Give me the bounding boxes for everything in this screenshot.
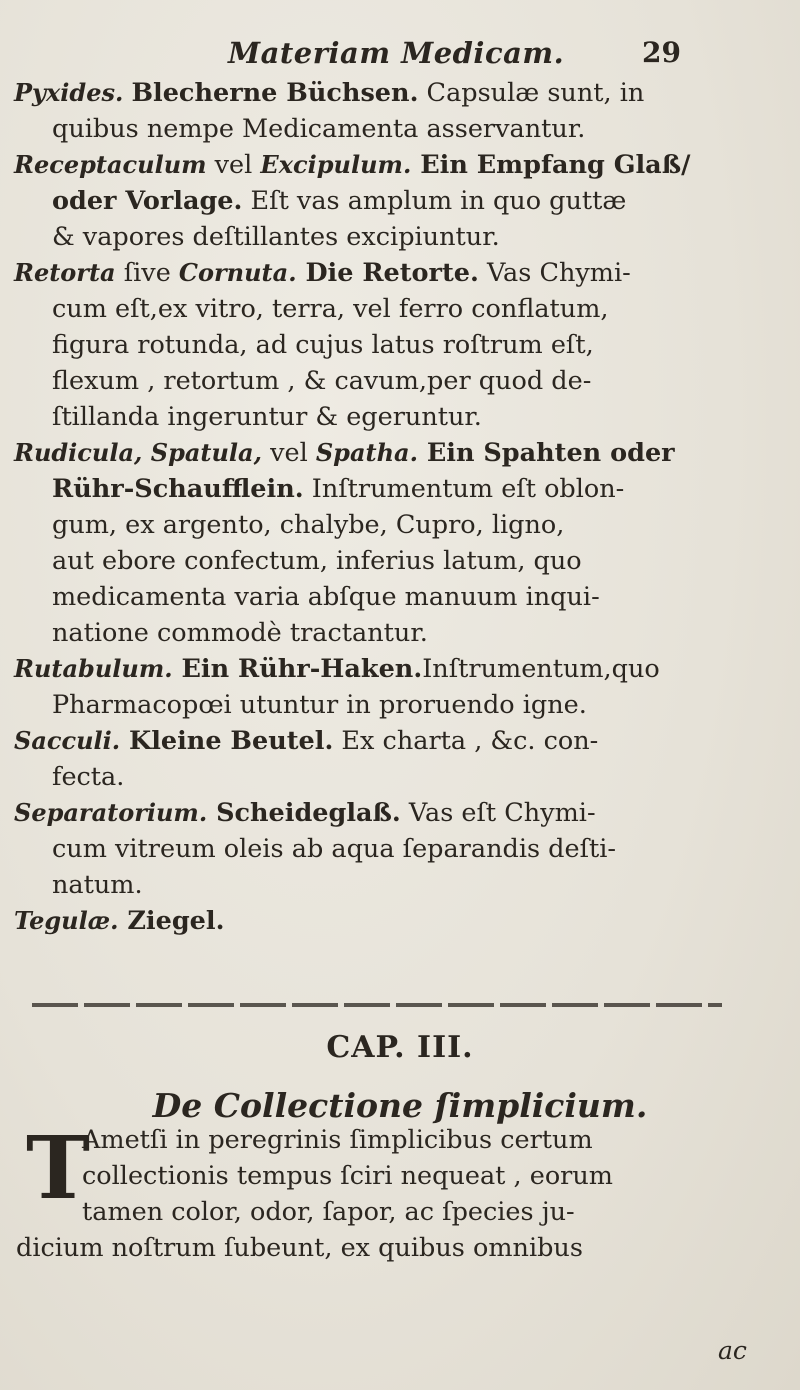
entry-line (0, 759, 800, 795)
entry-text: fecta. (52, 762, 125, 792)
entry-german: Ein Rühr-Haken. (172, 654, 423, 684)
entry-text: ſtillanda ingeruntur & egeruntur. (52, 402, 482, 432)
entry-rutabulum (0, 651, 800, 723)
page-number: 29 (642, 36, 681, 69)
entry-line (0, 615, 800, 651)
entry-text: figura rotunda, ad cujus latus roſtrum eſt, (52, 330, 594, 360)
entry-term: Rutabulum. (14, 654, 173, 683)
entry-term: Sacculi. (14, 726, 121, 755)
entry-text: natione commodè tractantur. (52, 618, 428, 648)
entry-line (0, 435, 800, 471)
entry-line (0, 219, 800, 255)
entry-term: Rudicula, Spatula, (14, 438, 262, 467)
entry-text: vel (206, 150, 261, 180)
entry-line (0, 111, 800, 147)
entry-term: Receptaculum (14, 150, 207, 179)
entry-line (0, 183, 800, 219)
entry-text: medicamenta varia abſque manuum inqui- (52, 582, 600, 612)
paragraph-line: dicium noſtrum ſubeunt, ex quibus omnibus (16, 1233, 583, 1263)
entry-receptaculum (0, 147, 800, 255)
entry-text: Inſtrumentum eſt oblon- (303, 474, 625, 504)
entry-line (0, 291, 800, 327)
chapter-heading: CAP. III. (326, 1030, 474, 1065)
entry-line (0, 75, 800, 111)
entry-text: Capsulæ sunt, in (418, 78, 645, 108)
paragraph-line: tamen color, odor, ſapor, ac ſpecies ju- (82, 1197, 575, 1227)
entry-term: Excipulum. (260, 150, 412, 179)
entry-text: flexum , retortum , & cavum,per quod de- (52, 366, 592, 396)
entry-line (0, 399, 800, 435)
entry-text: natum. (52, 870, 143, 900)
entry-rudicula (0, 435, 800, 651)
entry-text: Eſt vas amplum in quo guttæ (242, 186, 627, 216)
entry-line (0, 651, 800, 687)
entry-text: gum, ex argento, chalybe, Cupro, ligno, (52, 510, 565, 540)
entry-term: Retorta (14, 258, 116, 287)
entry-german: Ziegel. (118, 906, 225, 936)
glossary-entries (0, 75, 800, 939)
entry-text: & vapores deſtillantes excipiuntur. (52, 222, 500, 252)
entry-retorta (0, 255, 800, 435)
entry-line (0, 687, 800, 723)
drop-cap: T (26, 1118, 90, 1219)
entry-line (0, 579, 800, 615)
entry-text: cum vitreum oleis ab aqua ſeparandis deſti- (52, 834, 617, 864)
chapter-title: De Collectione ſimplicium. (152, 1086, 648, 1125)
entry-text: cum eſt,ex vitro, terra, vel ferro conflatum, (52, 294, 609, 324)
entry-german: oder Vorlage. (52, 186, 243, 216)
entry-text: Vas eſt Chymi- (400, 798, 596, 828)
entry-term: Separatorium. (14, 798, 208, 827)
entry-term: Cornuta. (178, 258, 297, 287)
entry-german: Die Retorte. (296, 258, 479, 288)
entry-line (0, 903, 800, 939)
entry-line (0, 327, 800, 363)
section-divider (32, 1003, 722, 1007)
entry-line (0, 255, 800, 291)
entry-text: Vas Chymi- (478, 258, 631, 288)
entry-german: Rühr-Schaufflein. (52, 474, 304, 504)
entry-german: Blecherne Büchsen. (131, 78, 419, 108)
entry-german: Ein Empfang Glaß/ (411, 150, 691, 180)
entry-text: Ex charta , &c. con- (333, 726, 599, 756)
entry-term: Spatha. (315, 438, 418, 467)
entry-line (0, 543, 800, 579)
entry-sacculi (0, 723, 800, 795)
entry-german: Scheideglaß. (207, 798, 401, 828)
paragraph-line: collectionis tempus ſciri nequeat , eorum (82, 1161, 613, 1191)
entry-tegulae (0, 903, 800, 939)
entry-line (0, 723, 800, 759)
entry-line (0, 831, 800, 867)
running-title: Materiam Medicam. (228, 36, 565, 70)
entry-line (0, 507, 800, 543)
paragraph-line: Ametſi in peregrinis ſimplicibus certum (82, 1125, 593, 1155)
entry-separatorium (0, 795, 800, 903)
entry-text: aut ebore confectum, inferius latum, quo (52, 546, 582, 576)
entry-line (0, 867, 800, 903)
entry-line (0, 147, 800, 183)
running-head (0, 36, 800, 76)
entry-text: quibus nempe Medicamenta asservantur. (52, 114, 586, 144)
entry-text: Pharmacopœi utuntur in proruendo igne. (52, 690, 587, 720)
entry-pyxides (0, 75, 800, 147)
entry-term: Tegulæ. (14, 906, 119, 935)
entry-text: ſive (115, 258, 179, 288)
entry-line (0, 363, 800, 399)
entry-line (0, 471, 800, 507)
entry-german: Kleine Beutel. (120, 726, 334, 756)
entry-line (0, 795, 800, 831)
entry-german: Ein Spahten oder (417, 438, 675, 468)
catchword: ac (718, 1336, 747, 1365)
entry-term: Pyxides. (14, 78, 124, 107)
entry-text: Inſtrumentum,quo (422, 654, 660, 684)
entry-text: vel (261, 438, 316, 468)
